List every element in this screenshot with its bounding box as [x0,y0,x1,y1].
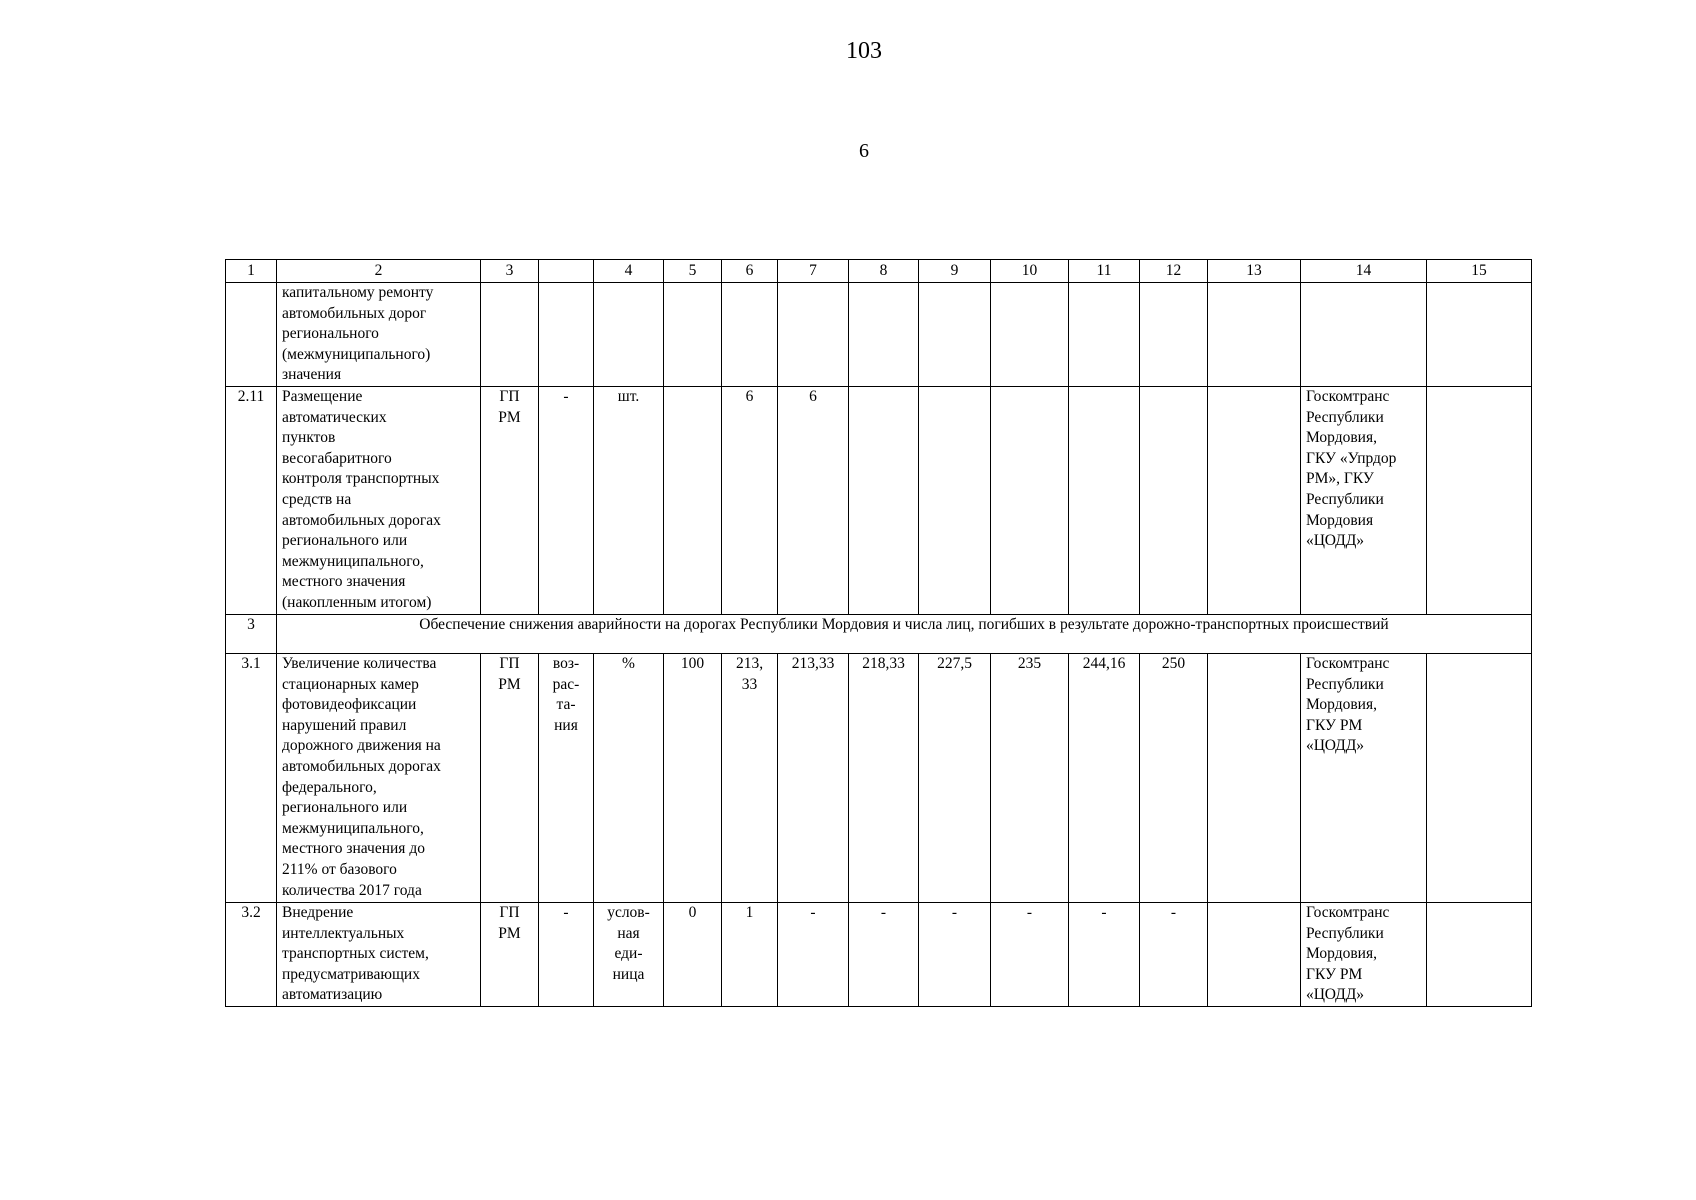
indicators-table [225,259,1532,1007]
value-cell [664,283,722,387]
header-cell: 10 [991,260,1069,283]
level-cell: ГП РМ [481,654,539,903]
value-cell [1208,903,1301,1007]
row-number [226,283,277,387]
unit-cell: % [594,654,664,903]
value-cell: - [991,903,1069,1007]
responsible-cell: Госкомтранс Республики Мордовия, ГКУ РМ «ЦОДД» [1301,903,1427,1007]
value-cell: - [778,903,849,1007]
note-cell [1427,387,1532,615]
responsible-cell: Госкомтранс Республики Мордовия, ГКУ «Упрдор РМ», ГКУ Республики Мордовия «ЦОДД» [1301,387,1427,615]
trend-cell [539,283,594,387]
unit-cell: шт. [594,387,664,615]
level-cell [481,283,539,387]
level-cell: ГП РМ [481,903,539,1007]
header-cell: 1 [226,260,277,283]
indicator-name: Увеличение количества стационарных камер фотовидеофиксации нарушений правил дорожного движения на автомобильных дорогах федерального, регионального или межмуниципального, местного значения до 211% от базового количества 2017 года [277,654,481,903]
value-cell: 0 [664,903,722,1007]
indicator-name: Внедрение интеллектуальных транспортных систем, предусматривающих автоматизацию [277,903,481,1007]
header-cell: 14 [1301,260,1427,283]
value-cell: - [1140,903,1208,1007]
trend-cell: - [539,903,594,1007]
value-cell [991,387,1069,615]
header-cell: 5 [664,260,722,283]
note-cell [1427,903,1532,1007]
value-cell: 6 [722,387,778,615]
table-row [226,654,1532,903]
value-cell [849,387,919,615]
header-cell [539,260,594,283]
level-cell: ГП РМ [481,387,539,615]
value-cell [778,283,849,387]
value-cell [919,283,991,387]
header-cell: 4 [594,260,664,283]
value-cell [722,283,778,387]
unit-cell [594,283,664,387]
value-cell [849,283,919,387]
header-cell: 7 [778,260,849,283]
row-number: 3.2 [226,903,277,1007]
value-cell [1069,387,1140,615]
header-cell: 8 [849,260,919,283]
header-cell: 13 [1208,260,1301,283]
page-number-inner: 6 [859,140,869,162]
value-cell: 1 [722,903,778,1007]
table-row [226,283,1532,387]
unit-cell: услов- ная еди- ница [594,903,664,1007]
value-cell: 227,5 [919,654,991,903]
section-number: 3 [226,615,277,654]
indicator-name: Размещение автоматических пунктов весогабаритного контроля транспортных средств на автомобильных дорогах регионального или межмуниципального, местного значения (накопленным итогом) [277,387,481,615]
header-cell: 9 [919,260,991,283]
header-cell: 2 [277,260,481,283]
header-cell: 11 [1069,260,1140,283]
value-cell [991,283,1069,387]
note-cell [1427,283,1532,387]
responsible-cell [1301,283,1427,387]
indicator-name: капитальному ремонту автомобильных дорог регионального (межмуниципального) значения [277,283,481,387]
value-cell: 244,16 [1069,654,1140,903]
responsible-cell: Госкомтранс Республики Мордовия, ГКУ РМ «ЦОДД» [1301,654,1427,903]
value-cell [664,387,722,615]
value-cell: 218,33 [849,654,919,903]
value-cell: 213, 33 [722,654,778,903]
page-number-outer: 103 [846,38,882,64]
value-cell: 235 [991,654,1069,903]
header-cell: 12 [1140,260,1208,283]
row-number: 2.11 [226,387,277,615]
table-row [226,387,1532,615]
value-cell: 6 [778,387,849,615]
header-cell: 15 [1427,260,1532,283]
note-cell [1427,654,1532,903]
row-number: 3.1 [226,654,277,903]
value-cell: 100 [664,654,722,903]
section-row [226,615,1532,654]
value-cell: - [849,903,919,1007]
value-cell: 250 [1140,654,1208,903]
value-cell: - [919,903,991,1007]
value-cell [1140,283,1208,387]
value-cell [1208,654,1301,903]
value-cell: 213,33 [778,654,849,903]
header-cell: 3 [481,260,539,283]
trend-cell: воз- рас- та- ния [539,654,594,903]
table-header-row [226,260,1532,283]
value-cell [1069,283,1140,387]
value-cell [1140,387,1208,615]
value-cell [1208,283,1301,387]
table-row [226,903,1532,1007]
value-cell [1208,387,1301,615]
header-cell: 6 [722,260,778,283]
section-title: Обеспечение снижения аварийности на дорогах Республики Мордовия и числа лиц, погибших в результате дорожно-транспортных происшествий [277,615,1532,654]
value-cell: - [1069,903,1140,1007]
value-cell [919,387,991,615]
trend-cell: - [539,387,594,615]
